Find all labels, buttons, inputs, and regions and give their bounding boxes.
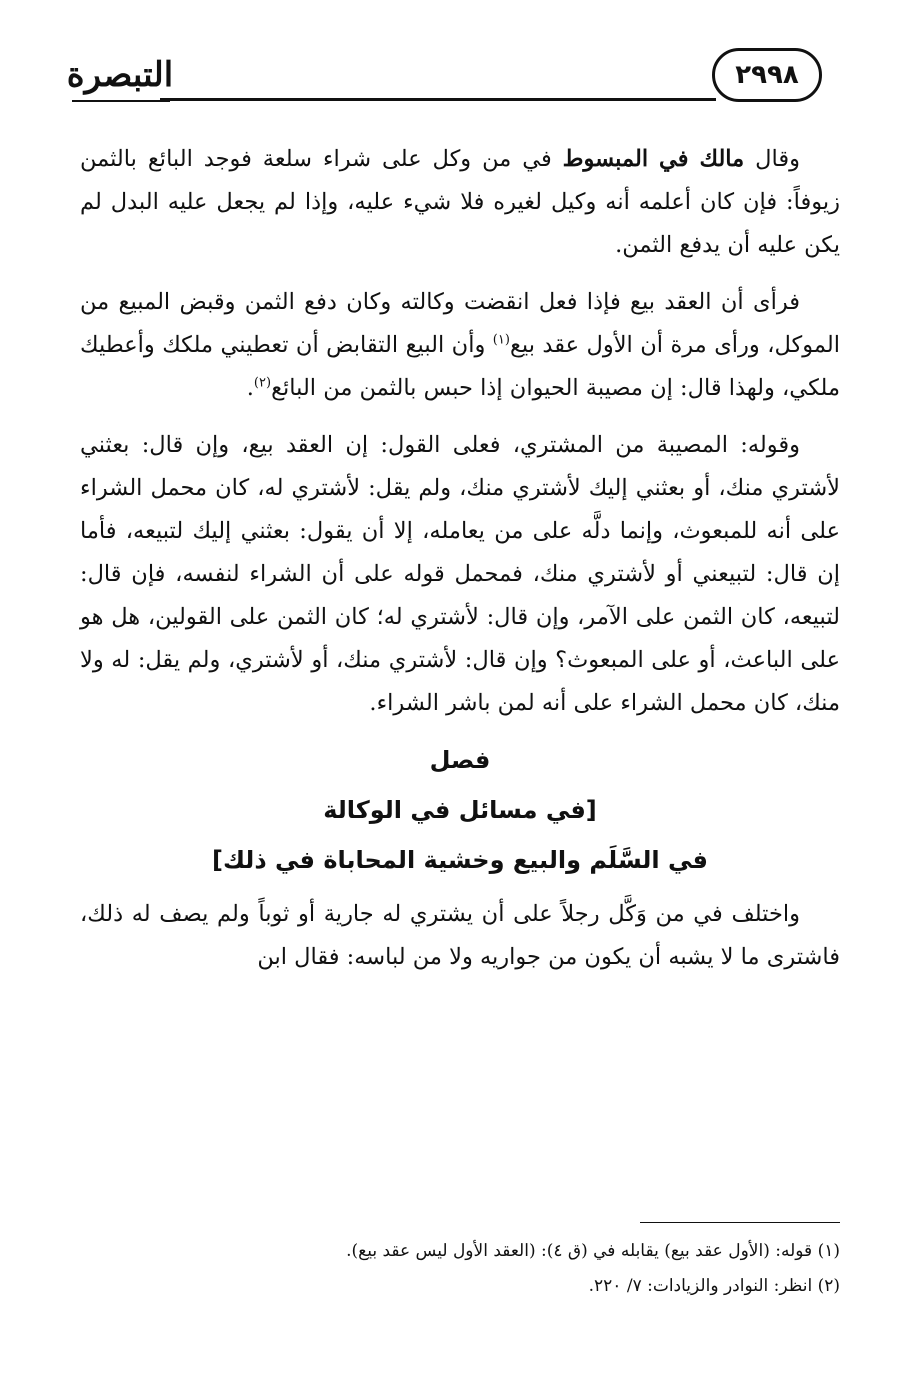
- header-rule: [160, 98, 716, 101]
- paragraph-3: وقوله: المصيبة من المشتري، فعلى القول: إن العقد بيع، وإن قال: بعثني لأشتري منك، أو بعثني إليك لأشتري منك، ولم يقل: لأشتري له، كان محمل الشراء على أنه للمبعوث، وإنما دلَّه على من يعامله، إلا أن يقول: بعثني إليك لتبيعه، فأما إن قال: لتبيعني أو لأشتري منك، فمحمل قوله على أن الشراء لنفسه، فإن قال: لتبيعه، كان الثمن على الآمر، وإن قال: لأشتري له؛ كان الثمن على القولين، هل هو على الباعث، أو على المبعوث؟ وإن قال: لأشتري منك، أو لأشتري، ولم يقل: له ولا منك، كان محمل الشراء على أنه لمن باشر الشراء.: [80, 432, 840, 716]
- footnote-separator: [640, 1222, 840, 1223]
- footnote-ref-1[interactable]: (١): [492, 332, 510, 348]
- page-header: [0, 0, 920, 120]
- section-subtitle-1: [في مسائل في الوكالة: [323, 796, 597, 824]
- p1-intro: وقال: [755, 146, 800, 172]
- footnote-ref-2[interactable]: (٢): [253, 375, 272, 391]
- p1-mid: في: [659, 146, 689, 172]
- main-text: [80, 138, 840, 993]
- paragraph-4: واختلف في من وَكَّل رجلاً على أن يشتري له جارية أو ثوباً ولم يصف له ذلك، فاشترى ما لا يشبه أن يكون من جواريه ولا من لباسه: فقال ابن: [80, 901, 840, 970]
- section-heading: فصل: [429, 746, 491, 774]
- section-headings: [80, 735, 840, 885]
- section-subtitle-2: في السَّلَم والبيع وخشية المحاباة في ذلك]: [211, 846, 708, 874]
- paragraph-1: [80, 138, 840, 267]
- p2-b: وأن البيع التقابض أن تعطيني ملكك وأعطيك ملكي، ولهذا قال: إن مصيبة الحيوان إذا حبس بالثمن من البائع: [80, 332, 840, 401]
- footnotes: [80, 1234, 840, 1304]
- title-underline: [72, 100, 170, 102]
- book-title: التبصرة: [66, 55, 174, 95]
- p1-work: المبسوط: [562, 146, 649, 172]
- p2-c: .: [246, 375, 254, 401]
- p1-name: مالك: [699, 146, 745, 172]
- footnote-1: (١) قوله: (الأول عقد بيع) يقابله في (ق ٤): (العقد الأول ليس عقد بيع).: [346, 1241, 840, 1261]
- p1-rest: في من وكل على شراء سلعة فوجد البائع بالثمن زيوفاً: فإن كان أعلمه أنه وكيل لغيره فلا شيء عليه، وإذا لم يجعل عليه البدل لم يكن عليه أن يدفع الثمن.: [80, 146, 840, 258]
- paragraph-2: [80, 281, 840, 410]
- page-number: ٢٩٩٨: [712, 48, 822, 102]
- footnote-2: (٢) انظر: النوادر والزيادات: ٧/ ٢٢٠.: [588, 1276, 840, 1296]
- p2-a: فرأى أن العقد بيع فإذا فعل انقضت وكالته وكان دفع الثمن وقبض المبيع من الموكل، ورأى مرة أن الأول عقد بيع: [80, 289, 840, 358]
